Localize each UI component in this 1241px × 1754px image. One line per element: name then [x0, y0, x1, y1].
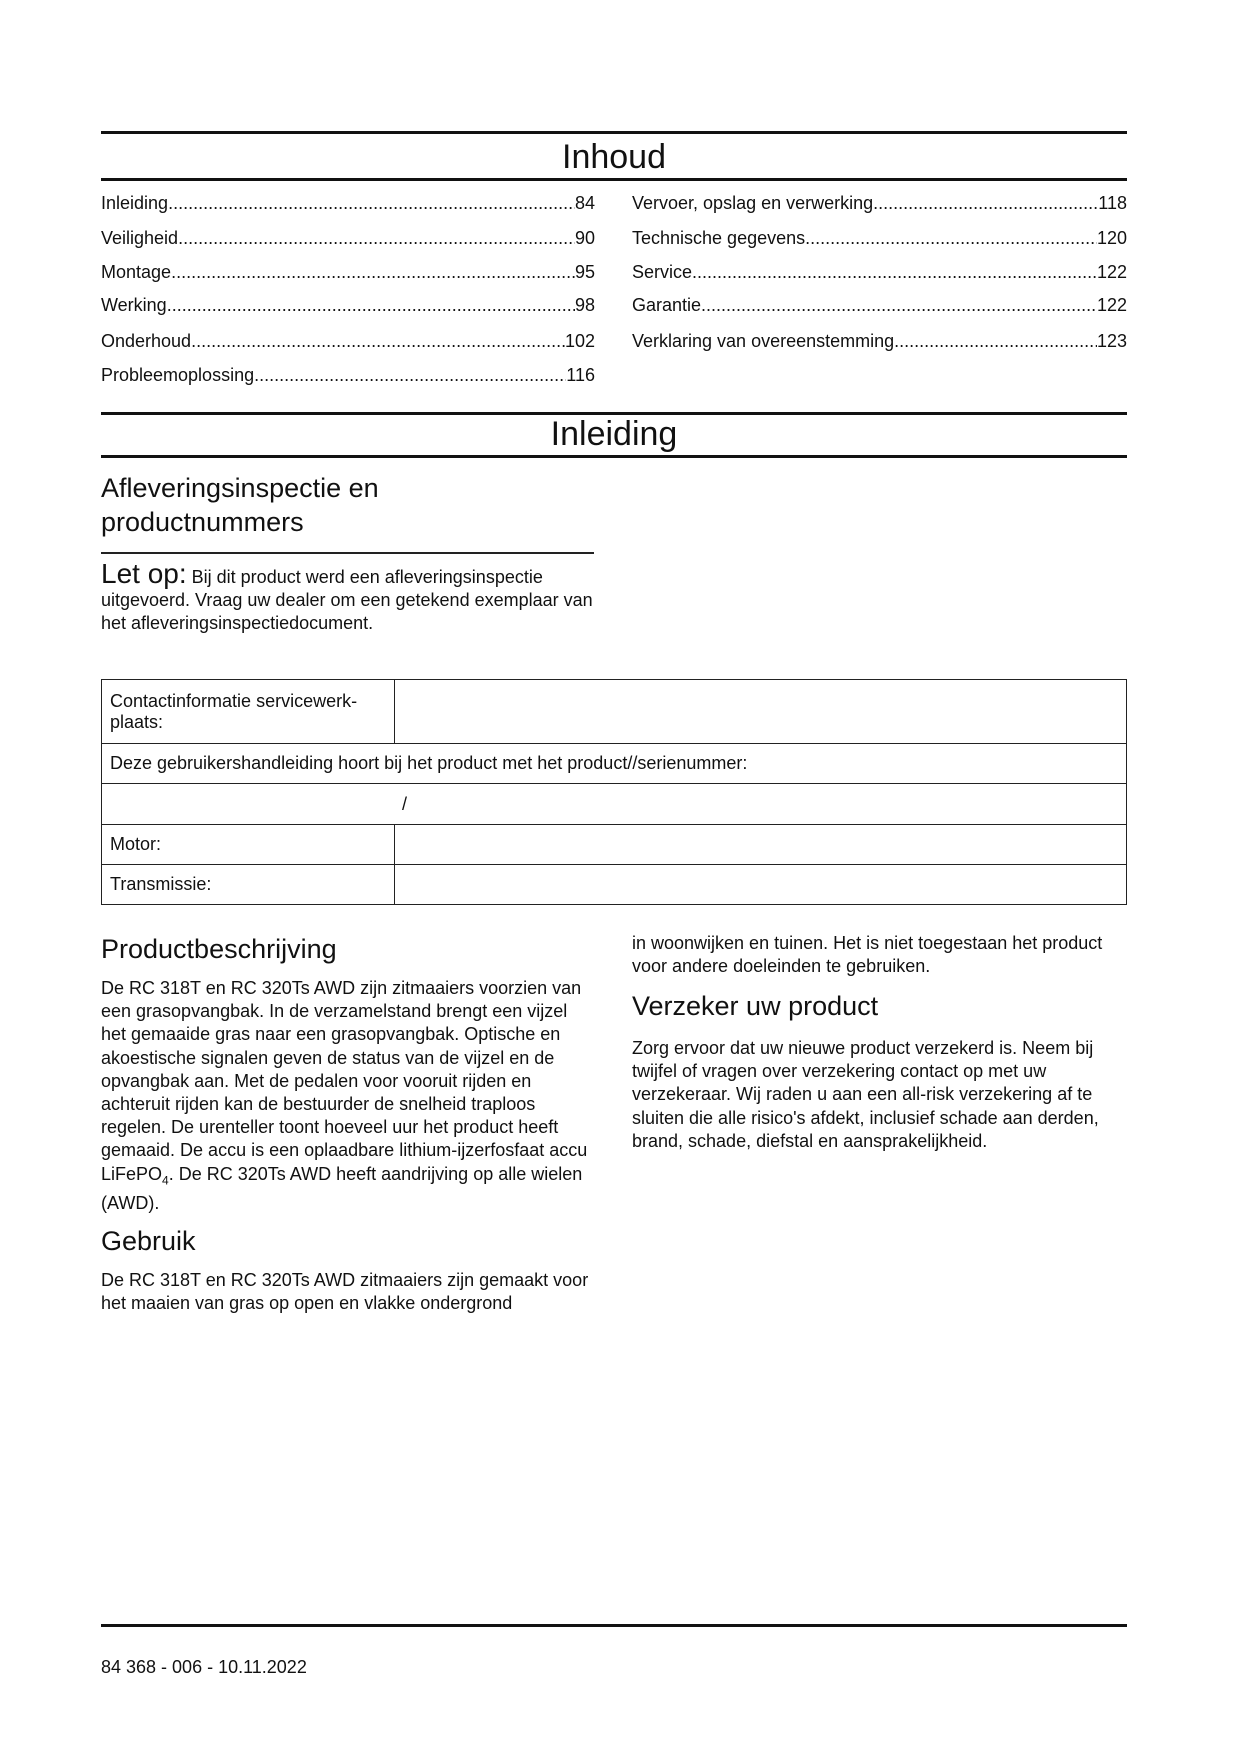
usage-text-left: De RC 318T en RC 320Ts AWD zitmaaiers zijn gemaakt voor het maaien van gras op open en vlakke ondergrond: [101, 1270, 589, 1314]
product-info-table: [101, 679, 1127, 905]
delivery-heading: Afleveringsinspectie en productnummers: [101, 473, 379, 537]
note-text: Bij dit product werd een afleveringsinspectie uitgevoerd. Vraag uw dealer om een getekend exemplaar van het afleveringsinspectiedocument.: [101, 567, 593, 634]
transmission-value-field[interactable]: [395, 865, 1127, 905]
motor-label: Motor:: [102, 825, 395, 865]
product-description-heading: Productbeschrijving: [101, 934, 337, 964]
serial-separator: /: [402, 793, 408, 814]
toc-right-column: [632, 193, 1127, 351]
toc-entry[interactable]: Service ..... 122: [632, 262, 1127, 282]
footer-rule: [101, 1624, 1127, 1627]
toc-entry[interactable]: Verklaring van overeenstemming ..... 123: [632, 331, 1127, 351]
toc-title: Inhoud: [562, 138, 666, 176]
note-paragraph: [101, 560, 594, 636]
contact-value-field[interactable]: [395, 680, 1127, 744]
toc-entry[interactable]: Technische gegevens ..... 120: [632, 228, 1127, 248]
manual-row-label: Deze gebruikershandleiding hoort bij het product met het product//serienummer:: [102, 744, 1127, 784]
usage-heading: Gebruik: [101, 1226, 196, 1256]
toc-entry[interactable]: Montage ..... 95: [101, 262, 595, 282]
footer-text: 84 368 - 006 - 10.11.2022: [101, 1657, 307, 1677]
contact-label: Contactinformatie servicewerk-plaats:: [102, 680, 395, 744]
transmission-label: Transmissie:: [102, 865, 395, 905]
product-description-text: De RC 318T en RC 320Ts AWD zijn zitmaaiers voorzien van een grasopvangbak. In de verzamelstand brengt een vijzel het gemaaide gras naar een grasopvangbak. Optische en akoestische signalen geven de status van de vijzel en de opvangbak aan. Met de pedalen voor vooruit rijden en achteruit rijden kan de bestuurder de snelheid traploos regelen. De urenteller toont hoeveel uur het product heeft gemaaid. De accu is een oplaadbare lithium-ijzerfosfaat accu LiFePO$_4$. De RC 320Ts AWD heeft aandrijving op alle wielen (AWD).: [101, 978, 588, 1214]
toc-entry[interactable]: Garantie ..... 122: [632, 295, 1127, 315]
toc-entry[interactable]: Inleiding ..... 84: [101, 193, 595, 213]
insurance-text: Zorg ervoor dat uw nieuwe product verzekerd is. Neem bij twijfel of vragen over verzekering contact op met uw verzekeraar. Wij raden u aan een all-risk verzekering af te sluiten die alle risico's afdekt, inclusief schade aan derden, brand, schade, diefstal en aansprakelijkheid.: [632, 1038, 1099, 1151]
serial-number-field[interactable]: [102, 784, 1127, 825]
toc-top-rule: [101, 131, 1127, 134]
insurance-heading: Verzeker uw product: [632, 991, 879, 1021]
motor-value-field[interactable]: [395, 825, 1127, 865]
toc-left-column: [101, 193, 595, 385]
toc-entry[interactable]: Onderhoud ..... 102: [101, 331, 595, 351]
toc-entry[interactable]: Vervoer, opslag en verwerking ..... 118: [632, 193, 1127, 213]
intro-title: Inleiding: [550, 415, 678, 453]
toc-entry[interactable]: Werking ..... 98: [101, 295, 595, 315]
toc-entry[interactable]: Veiligheid ..... 90: [101, 228, 595, 248]
delivery-rule: [101, 552, 594, 554]
note-label: Let op:: [101, 558, 187, 589]
usage-text-right: in woonwijken en tuinen. Het is niet toegestaan het product voor andere doeleinden te gebruiken.: [632, 933, 1103, 977]
intro-bottom-rule: [101, 455, 1127, 458]
toc-entry[interactable]: Probleemoplossing ..... 116: [101, 365, 595, 385]
toc-bottom-rule: [101, 178, 1127, 181]
